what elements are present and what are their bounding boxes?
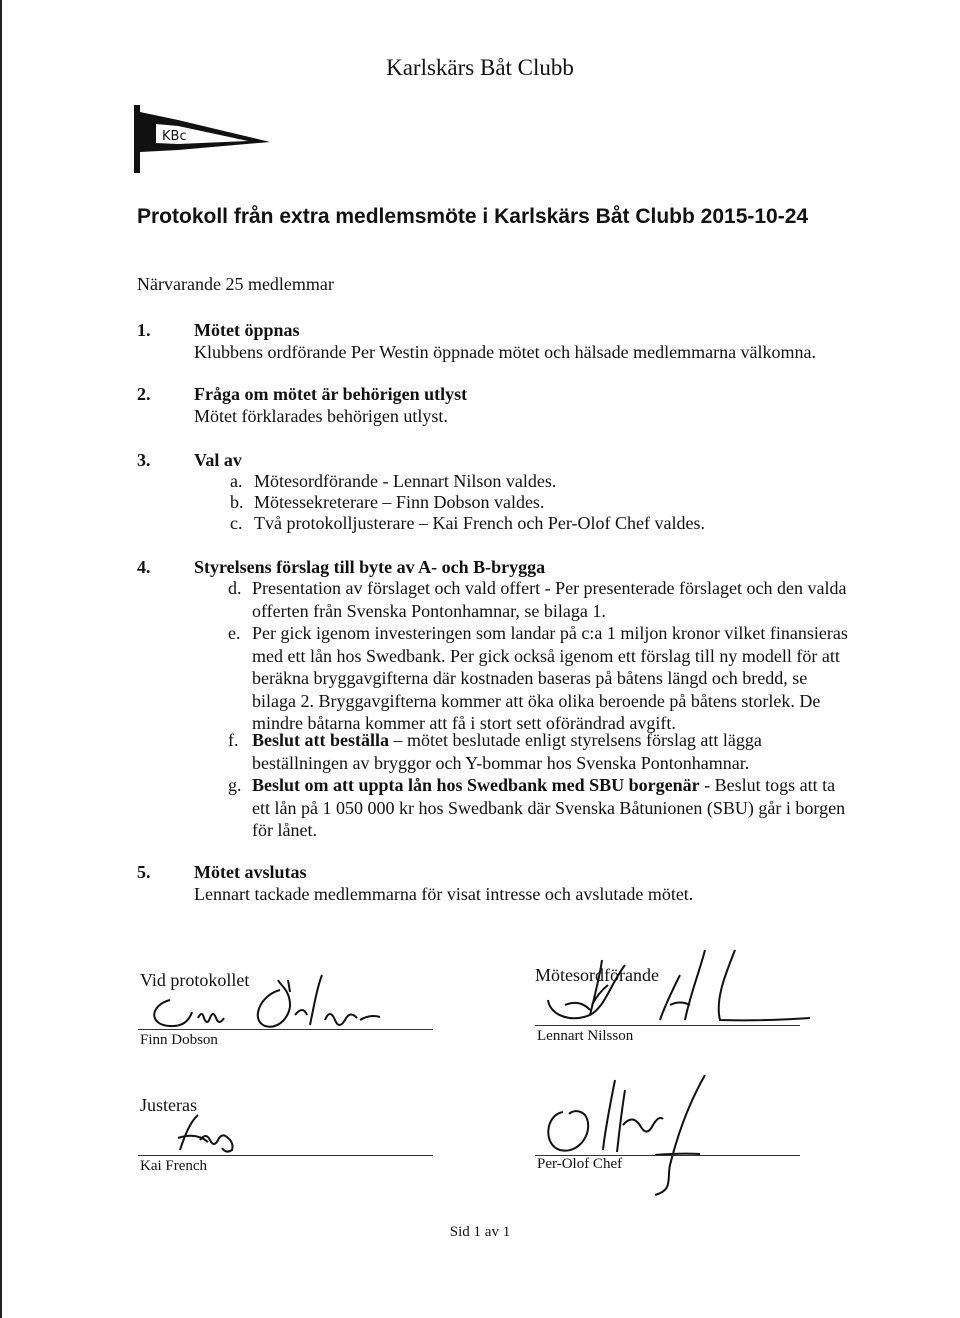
- subitem-letter: e.: [228, 623, 241, 643]
- decision-label: Beslut att beställa: [252, 730, 389, 750]
- signature-line: [138, 1155, 433, 1156]
- signatory-name: Kai French: [140, 1158, 208, 1174]
- signature-lennart-nilsson: [530, 945, 815, 1030]
- signature-label-adjusters: Justeras: [140, 1095, 197, 1115]
- item-body: Lennart tackade medlemmarna för visat intresse och avslutade mötet.: [194, 884, 694, 904]
- signatory-name: Per-Olof Chef: [537, 1156, 623, 1172]
- signature-label-secretary: Vid protokollet: [140, 970, 250, 990]
- document-title: Protokoll från extra medlemsmöte i Karlskärs Båt Clubb 2015-10-24: [137, 205, 809, 228]
- item-heading: Mötet avslutas: [194, 862, 307, 882]
- subitem-letter: b.: [230, 492, 244, 512]
- signature-per-olof-chef: [535, 1070, 715, 1200]
- signatory-name: Lennart Nilsson: [537, 1028, 634, 1044]
- signature-line: [535, 1025, 800, 1026]
- item-body: Mötet förklarades behörigen utlyst.: [194, 406, 448, 426]
- item-heading: Styrelsens förslag till byte av A- och B-brygga: [194, 557, 546, 577]
- decision-label: Beslut om att uppta lån hos Swedbank med SBU borgenär: [252, 775, 700, 795]
- subitem-text: Mötessekreterare – Finn Dobson valdes.: [254, 492, 545, 512]
- subitem-letter: f.: [228, 730, 239, 750]
- decision-text: – mötet beslutade enligt styrelsens förslag att lägga beställningen av bryggor och Y-bommar hos Svenska Pontonhamnar.: [252, 730, 762, 773]
- item-heading: Fråga om mötet är behörigen utlyst: [194, 384, 468, 404]
- item-number: 5.: [137, 862, 151, 882]
- subitem-text: [252, 774, 852, 842]
- subitem-text: Presentation av förslaget och vald offert - Per presenterade förslaget och den valda offerten från Svenska Pontonhamnar, se bilaga 1.: [252, 578, 847, 621]
- item-number: 4.: [137, 557, 151, 577]
- subitem-letter: g.: [228, 775, 242, 795]
- signatory-name: Finn Dobson: [140, 1032, 218, 1048]
- club-flag-logo: [130, 102, 280, 182]
- signature-finn-dobson: [140, 960, 430, 1035]
- item-number: 1.: [137, 320, 151, 340]
- item-number: 2.: [137, 384, 151, 404]
- item-body: Klubbens ordförande Per Westin öppnade mötet och hälsade medlemmarna välkomna.: [194, 342, 817, 362]
- scan-edge: [0, 0, 2, 1318]
- subitem-text: Per gick igenom investeringen som landar på c:a 1 miljon kronor vilket finansieras med ett lån hos Swedbank. Per gick också igenom ett förslag till ny modell för att beräkna bryggavgifterna där kostnaden baseras på båtens längd och bredd, se bilaga 2. Bryggavgifterna kommer att öka olika beroende på båtens storlek. De mindre båtarna kommer att få i stort sett oförändrad avgift.: [252, 623, 848, 733]
- subitem-text: Mötesordförande - Lennart Nilson valdes.: [254, 471, 557, 491]
- item-heading: Val av: [194, 450, 242, 470]
- club-name: Karlskärs Båt Clubb: [386, 55, 574, 80]
- subitem-letter: a.: [230, 471, 243, 491]
- signature-kai-french: [170, 1110, 250, 1160]
- item-number: 3.: [137, 450, 151, 470]
- attendance: Närvarande 25 medlemmar: [137, 274, 334, 294]
- signature-line: [138, 1029, 433, 1030]
- subitem-letter: d.: [228, 578, 242, 598]
- signature-label-chair: Mötesordförande: [535, 965, 659, 985]
- item-heading: Mötet öppnas: [194, 320, 300, 340]
- decision-text: - Beslut togs att ta ett lån på 1 050 000 kr hos Swedbank där Svenska Båtunionen (SBU) går i borgen för lånet.: [252, 775, 846, 840]
- page-number: Sid 1 av 1: [449, 1224, 511, 1240]
- subitem-text: Två protokolljusterare – Kai French och Per-Olof Chef valdes.: [254, 513, 706, 533]
- subitem-letter: c.: [230, 513, 243, 533]
- subitem-text: [252, 729, 852, 774]
- logo-text: KBc: [162, 129, 187, 144]
